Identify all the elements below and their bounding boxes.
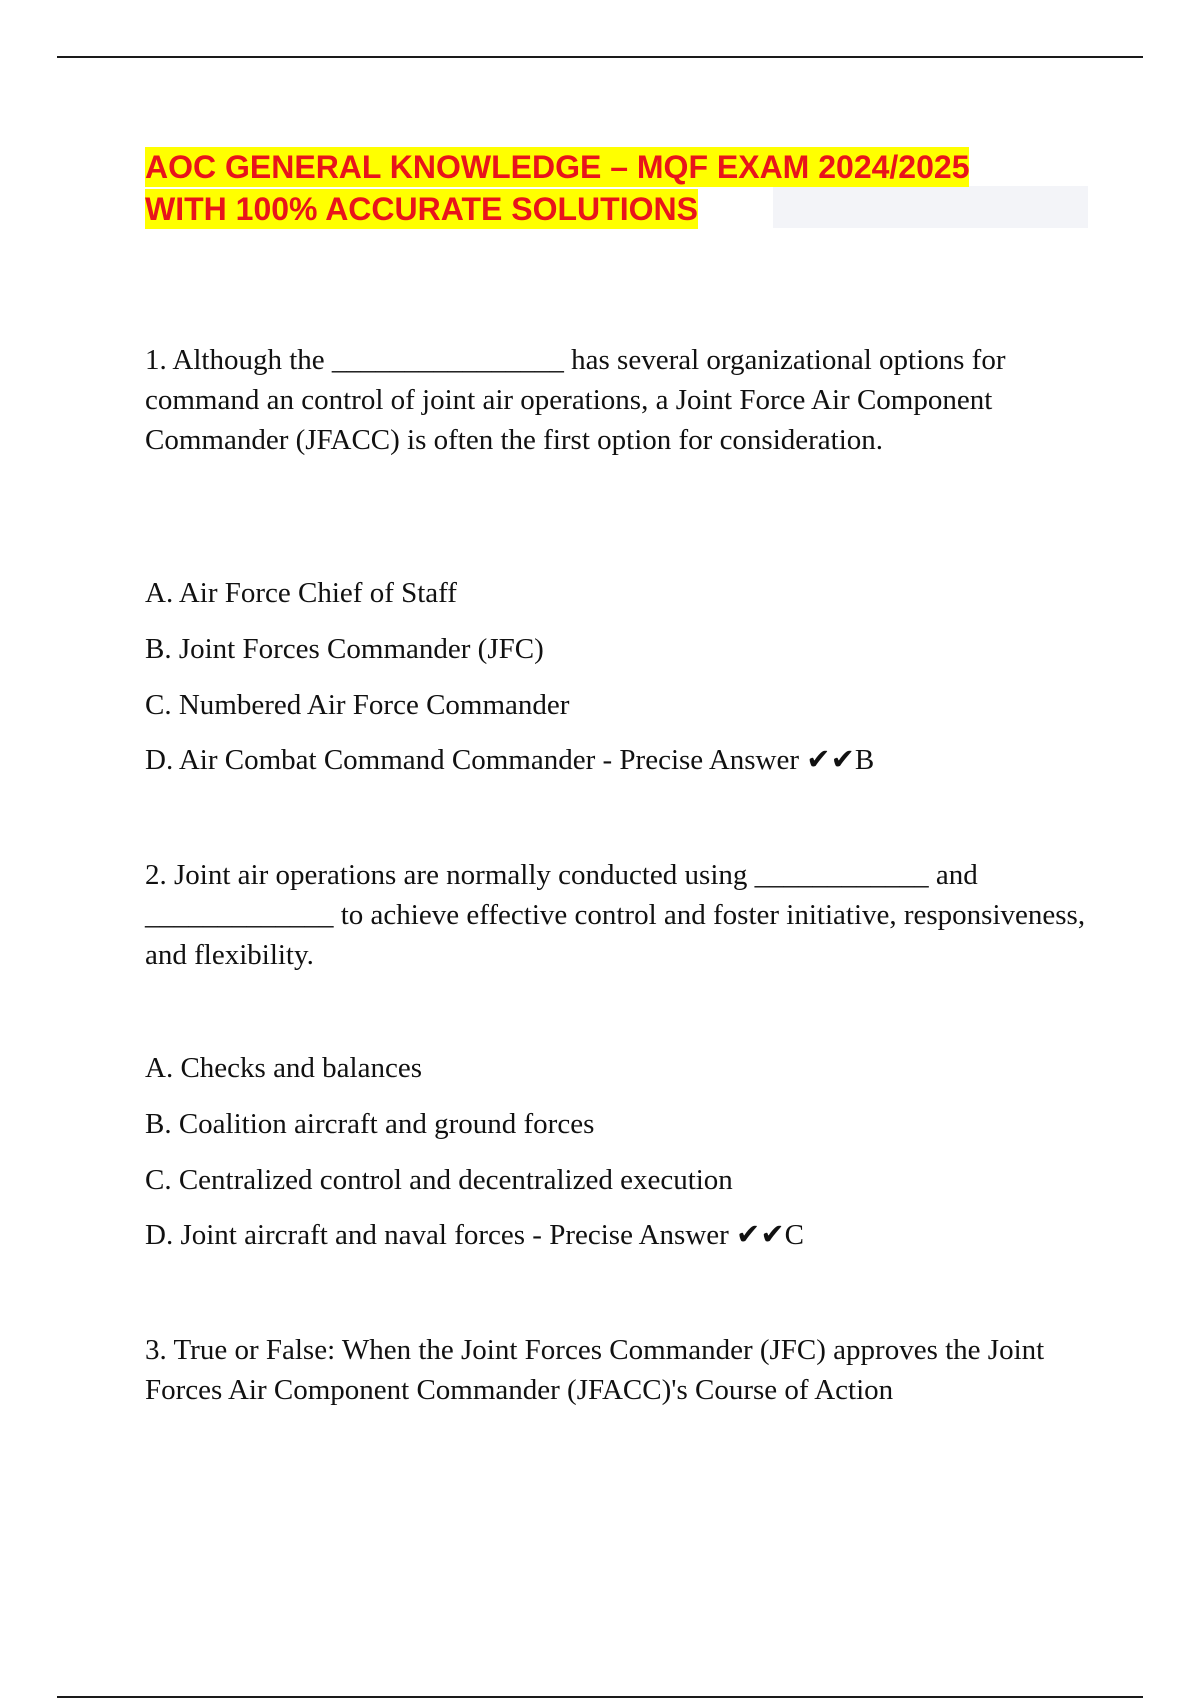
question-2-option-c: C. Centralized control and decentralized execution (145, 1164, 733, 1196)
question-3 (145, 1330, 1095, 1410)
question-3-text: 3. True or False: When the Joint Forces Commander (JFC) approves the Joint Forces Air Component Commander (JFACC)'s Course of Action (145, 1334, 1045, 1406)
question-1 (145, 340, 1095, 460)
question-1-text: 1. Although the ________________ has several organizational options for command an control of joint air operations, a Joint Force Air Component Commander (JFACC) is often the first option for consideration. (145, 344, 1006, 456)
title-line-2: WITH 100% ACCURATE SOLUTIONS (145, 191, 698, 227)
question-1-option-d: D. Air Combat Command Commander - Precise Answer ✔✔B (145, 744, 875, 776)
question-1-option-c: C. Numbered Air Force Commander (145, 689, 570, 721)
title-line-1: AOC GENERAL KNOWLEDGE – MQF EXAM 2024/2025 (145, 149, 970, 185)
bottom-rule (57, 1696, 1143, 1698)
question-2-option-b: B. Coalition aircraft and ground forces (145, 1108, 595, 1140)
question-1-option-b: B. Joint Forces Commander (JFC) (145, 633, 544, 665)
question-2 (145, 855, 1095, 975)
question-2-option-d: D. Joint aircraft and naval forces - Precise Answer ✔✔C (145, 1219, 804, 1251)
question-2-option-a: A. Checks and balances (145, 1052, 423, 1084)
top-rule (57, 56, 1143, 58)
document-title (145, 146, 1085, 230)
question-2-text: 2. Joint air operations are normally conducted using ____________ and _____________ to achieve effective control and foster initiative, responsiveness, and flexibility. (145, 859, 1086, 971)
question-1-option-a: A. Air Force Chief of Staff (145, 577, 457, 609)
